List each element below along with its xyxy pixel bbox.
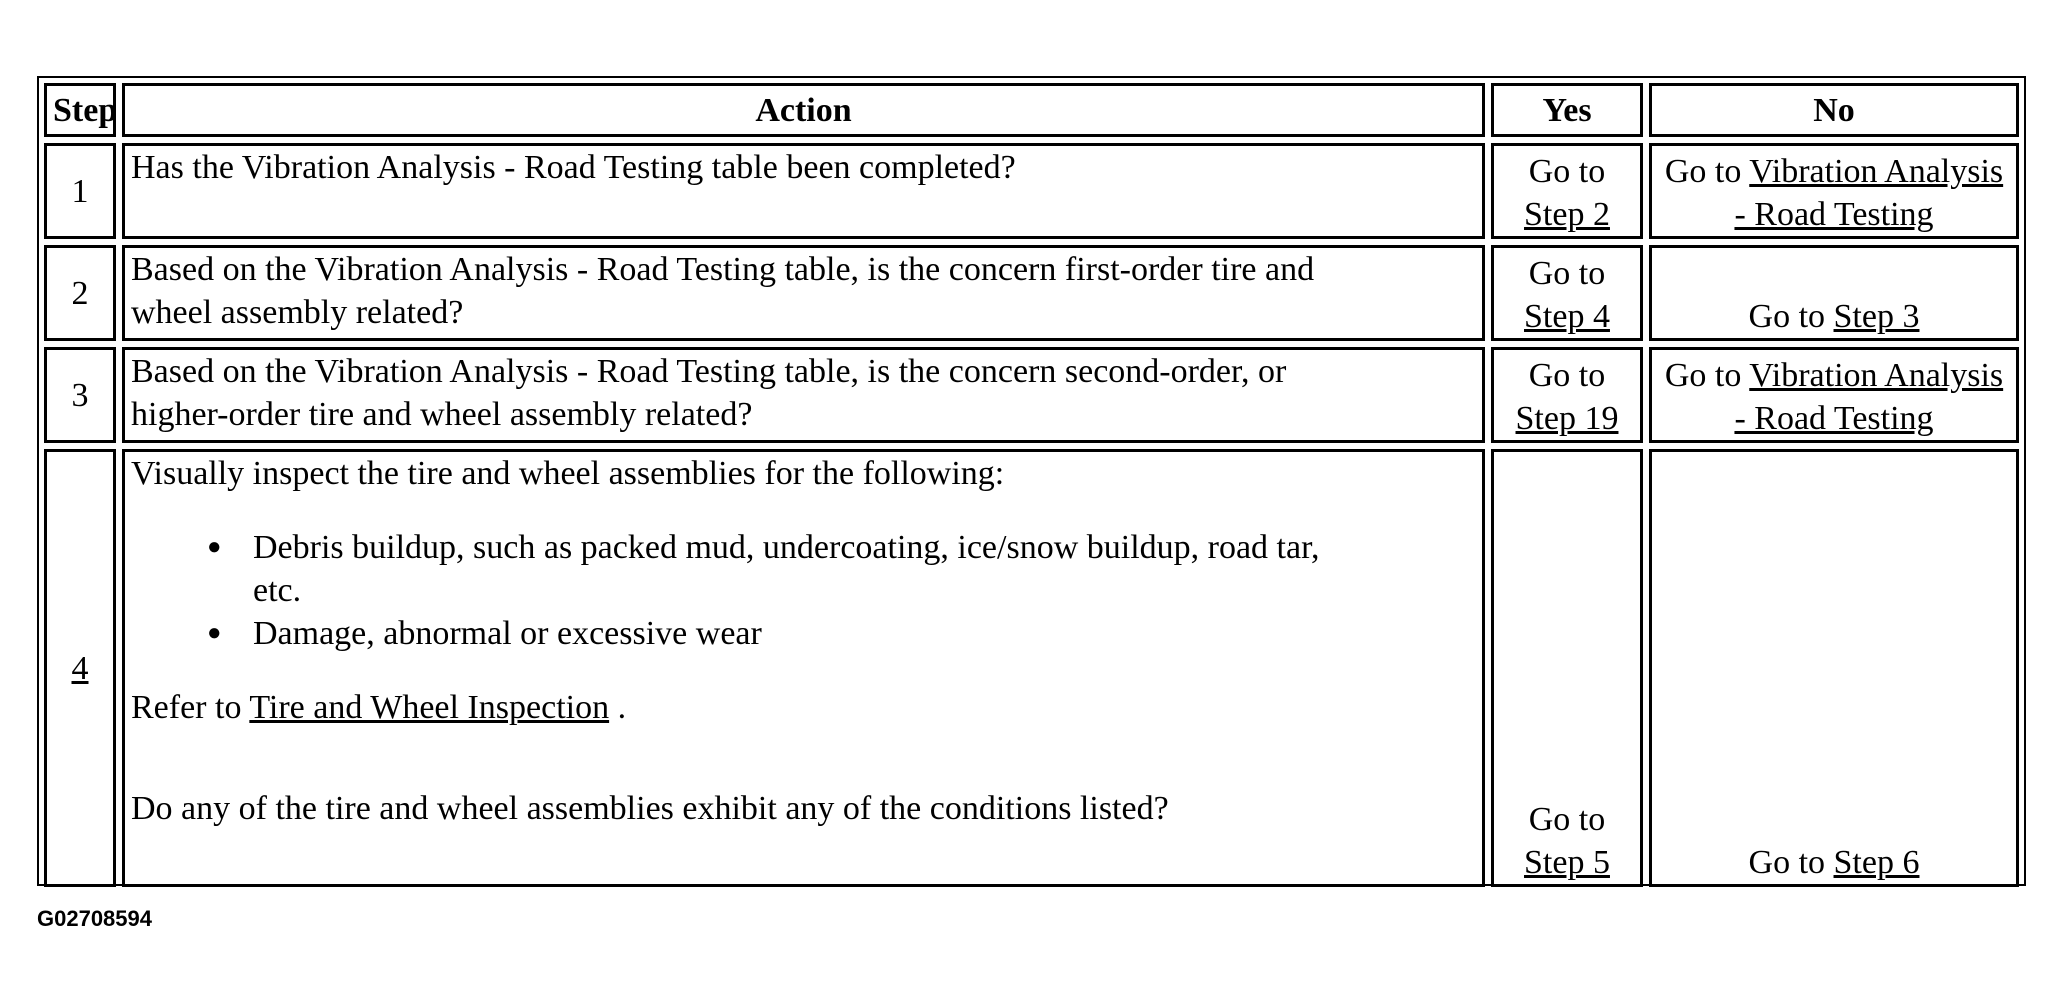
yes-prefix: Go to: [1528, 801, 1606, 838]
go-to-step-link[interactable]: Step 3: [1833, 298, 1920, 335]
list-item: [207, 526, 1476, 612]
step-number-cell: [44, 449, 116, 887]
header-step: Step: [44, 83, 116, 137]
bullet-icon: ●: [207, 620, 222, 646]
condition-text: Debris buildup, such as packed mud, undercoating, ice/snow buildup, road tar,: [253, 529, 1320, 566]
action-text: [122, 143, 1485, 239]
table-header-row: [44, 83, 2019, 137]
action-question-line1: Based on the Vibration Analysis - Road Testing table, is the concern second-order, or: [131, 353, 1287, 390]
vibration-analysis-link[interactable]: Vibration Analysis: [1749, 357, 2004, 394]
no-prefix: Go to: [1748, 298, 1826, 335]
no-prefix: Go to: [1664, 357, 1742, 394]
diagnostic-table-frame: [37, 76, 2026, 886]
conditions-list: [131, 526, 1476, 655]
action-text: [122, 245, 1485, 341]
go-to-step-link[interactable]: Step 4: [1524, 298, 1610, 335]
yes-cell: [1491, 245, 1643, 341]
header-no: No: [1649, 83, 2019, 137]
vibration-analysis-link[interactable]: Vibration Analysis: [1749, 153, 2004, 190]
no-cell: [1649, 449, 2019, 887]
tire-wheel-inspection-link[interactable]: Tire and Wheel Inspection: [249, 689, 610, 726]
no-prefix: Go to: [1748, 844, 1826, 881]
refer-suffix: .: [617, 689, 627, 726]
table-row: [44, 347, 2019, 443]
step-number: 1: [44, 143, 116, 239]
no-cell: [1649, 245, 2019, 341]
no-prefix: Go to: [1664, 153, 1742, 190]
table-row: [44, 245, 2019, 341]
go-to-step-link[interactable]: Step 5: [1524, 844, 1610, 881]
go-to-step-link[interactable]: Step 19: [1515, 400, 1619, 437]
action-question-line2: wheel assembly related?: [131, 294, 464, 331]
final-question: Do any of the tire and wheel assemblies exhibit any of the conditions listed?: [131, 790, 1169, 827]
go-to-step-link[interactable]: Step 2: [1524, 196, 1610, 233]
refer-prefix: Refer to: [131, 689, 242, 726]
vibration-analysis-link-cont[interactable]: - Road Testing: [1734, 400, 1934, 437]
action-question-line1: Based on the Vibration Analysis - Road Testing table, is the concern first-order tire and: [131, 251, 1315, 288]
bullet-icon: ●: [207, 534, 222, 560]
diagnostic-steps-table: [38, 77, 2025, 893]
inspection-intro: Visually inspect the tire and wheel assemblies for the following:: [131, 455, 1005, 492]
no-cell: [1649, 143, 2019, 239]
action-question-line2: higher-order tire and wheel assembly related?: [131, 396, 753, 433]
table-row: [44, 449, 2019, 887]
action-text: [122, 347, 1485, 443]
yes-prefix: Go to: [1528, 153, 1606, 190]
step-number: 2: [44, 245, 116, 341]
refer-line: [131, 686, 1476, 729]
no-cell: [1649, 347, 2019, 443]
yes-cell: [1491, 347, 1643, 443]
action-question: Has the Vibration Analysis - Road Testing table been completed?: [131, 149, 1016, 186]
yes-cell: [1491, 143, 1643, 239]
yes-prefix: Go to: [1528, 255, 1606, 292]
step-number-link[interactable]: 4: [71, 649, 89, 687]
go-to-step-link[interactable]: Step 6: [1833, 844, 1920, 881]
header-action: Action: [122, 83, 1485, 137]
yes-cell: [1491, 449, 1643, 887]
condition-text: Damage, abnormal or excessive wear: [253, 615, 762, 652]
action-text: [122, 449, 1485, 887]
list-item: [207, 612, 1476, 655]
yes-prefix: Go to: [1528, 357, 1606, 394]
vibration-analysis-link-cont[interactable]: - Road Testing: [1734, 196, 1934, 233]
header-yes: Yes: [1491, 83, 1643, 137]
figure-id: G02708594: [37, 906, 152, 931]
step-number: 3: [44, 347, 116, 443]
condition-text-cont: etc.: [253, 572, 302, 609]
table-row: [44, 143, 2019, 239]
